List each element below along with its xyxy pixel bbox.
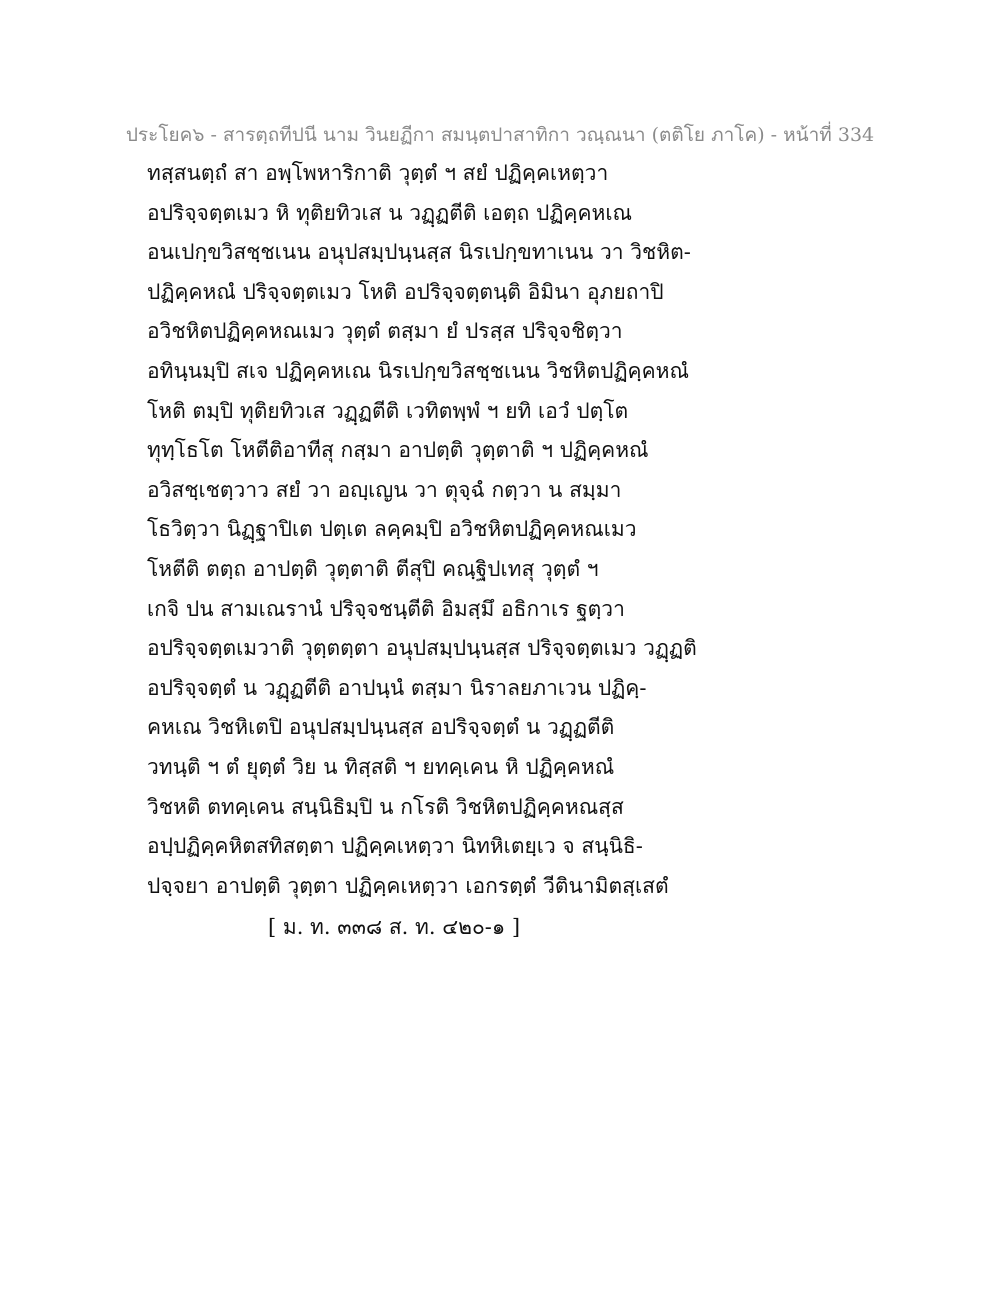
citation-reference: [ ม. ท. ๓๓๘ ส. ท. ๔๒๐-๑ ] [268, 915, 521, 939]
text-line: ทุทฺโธโต โหตีติอาทีสุ กสฺมา อาปตฺติ วุตฺตาติ ฯ ปฏิคฺคหณํ [147, 438, 649, 463]
text-line: อปฺปฏิคฺคหิตสทิสตฺตา ปฏิคฺคเหตฺวา นิทหิเตยฺเว จ สนฺนิธิ- [147, 834, 643, 859]
text-line: อวิชหิตปฏิคฺคหณเมว วุตฺตํ ตสฺมา ยํ ปรสฺส ปริจฺจชิตฺวา [147, 319, 623, 344]
text-line: เกจิ ปน สามเณรานํ ปริจฺจชนฺตีติ อิมสฺมึ อธิกาเร ฐตฺวา [147, 596, 625, 621]
text-line: วิชหติ ตทคฺเคน สนฺนิธิมฺปิ น กโรติ วิชหิตปฏิคฺคหณสฺส [147, 794, 624, 819]
text-line: อวิสชฺเชตฺวาว สยํ วา อญฺเญน วา ตุจฺฉํ กตฺวา น สมฺมา [147, 477, 622, 502]
text-line: โธวิตฺวา นิฏฺฐาปิเต ปตฺเต ลคฺคมฺปิ อวิชหิตปฏิคฺคหณเมว [147, 517, 637, 542]
text-line: อทินฺนมฺปิ สเจ ปฏิคฺคหเณ นิรเปกฺขวิสชฺชเนน วิชหิตปฏิคฺคหณํ [147, 358, 689, 383]
text-line: คหเณ วิชหิเตปิ อนุปสมฺปนฺนสฺส อปริจฺจตฺตํ น วฏฺฏตีติ [147, 715, 615, 740]
page-header: ประโยค๖ - สารตฺถทีปนี นาม วินยฏีกา สมนฺตปาสาทิกา วณฺณนา (ตติโย ภาโค) - หน้าที่ 334 [125, 124, 875, 146]
text-line: ปฏิคฺคหณํ ปริจฺจตฺตเมว โหติ อปริจฺจตฺตนฺติ อิมินา อุภยถาปิ [147, 279, 664, 304]
text-line: วทนฺติ ฯ ตํ ยุตฺตํ วิย น ทิสฺสติ ฯ ยทคฺเคน หิ ปฏิคฺคหณํ [147, 754, 615, 779]
text-line: อปริจฺจตฺตํ น วฏฺฏตีติ อาปนฺนํ ตสฺมา นิราลยภาเวน ปฏิคฺ- [147, 675, 647, 700]
text-line: โหติ ตมฺปิ ทุติยทิวเส วฏฺฏตีติ เวทิตพฺพํ ฯ ยทิ เอวํ ปตฺโต [147, 398, 629, 423]
text-line: โหตีติ ตตฺถ อาปตฺติ วุตฺตาติ ตีสุปิ คณฺฐิปเทสุ วุตฺตํ ฯ [147, 556, 599, 581]
text-line: อปริจฺจตฺตเมว หิ ทุติยทิวเส น วฏฺฏตีติ เอตฺถ ปฏิคฺคหเณ [147, 200, 633, 225]
body-text [147, 154, 707, 906]
text-line: อนเปกฺขวิสชฺชเนน อนุปสมฺปนฺนสฺส นิรเปกฺขทาเนน วา วิชหิต- [147, 240, 691, 265]
text-line: อปริจฺจตฺตเมวาติ วุตฺตตฺตา อนุปสมฺปนฺนสฺส ปริจฺจตฺตเมว วฏฺฏติ [147, 636, 697, 661]
text-line: ทสฺสนตฺถํ สา อพฺโพหาริกาติ วุตฺตํ ฯ สยํ ปฏิคฺคเหตฺวา [147, 161, 609, 185]
text-line: ปจฺจยา อาปตฺติ วุตฺตา ปฏิคฺคเหตฺวา เอกรตฺตํ วีตินามิตสฺเสตํ [147, 873, 669, 898]
